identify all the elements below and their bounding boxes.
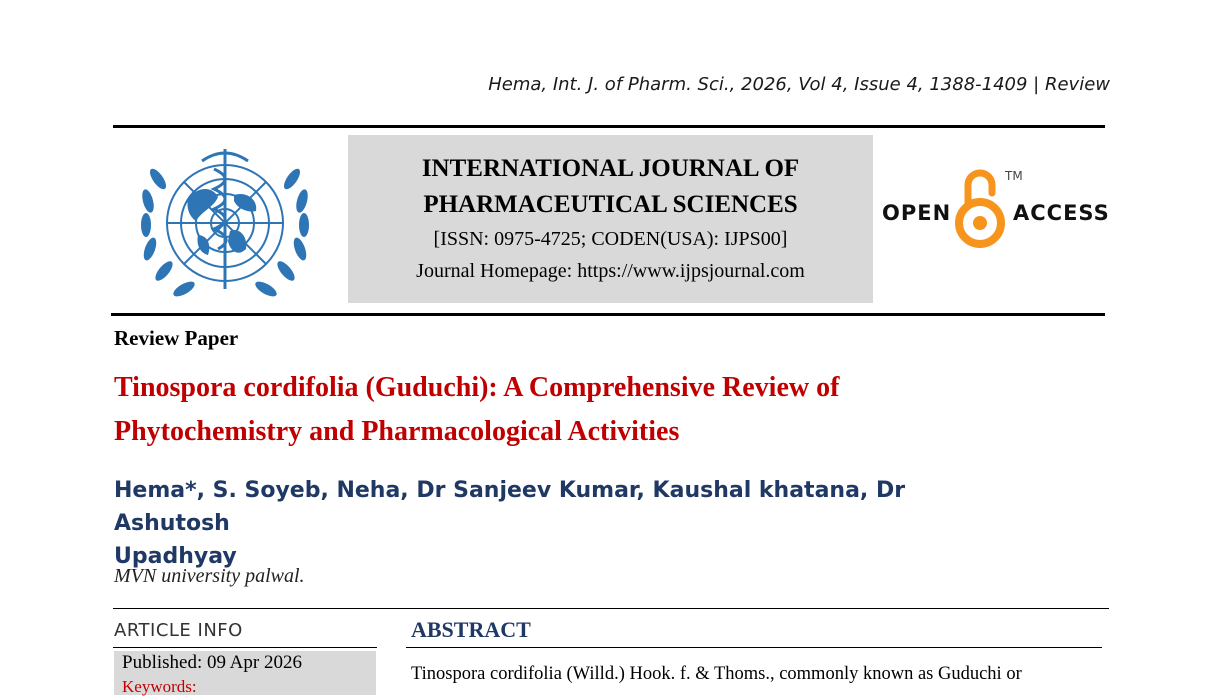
article-info-box [114,651,376,695]
journal-issn: [ISSN: 0975-4725; CODEN(USA): IJPS00] [433,228,788,250]
abstract-underline [406,647,1102,648]
author-list [114,474,1014,573]
citation-header: Hema, Int. J. of Pharm. Sci., 2026, Vol 4, Issue 4, 1388-1409 | Review [488,74,1110,95]
header-top-rule [113,125,1105,128]
open-access-word-access: ACCESS [1013,201,1110,225]
header-bottom-rule [111,313,1105,316]
authors-line-2: Upadhyay [114,544,237,569]
title-line-1: Tinospora cordifolia (Guduchi): A Comprehensive Review of [114,372,840,403]
article-title [114,366,1014,454]
journal-banner [348,135,873,303]
keywords-label: Keywords: [122,677,197,696]
published-date: Published: 09 Apr 2026 [122,652,302,673]
affiliation: MVN university palwal. [114,565,305,587]
trademark-mark: TM [1005,169,1023,183]
open-access-logo [880,163,1110,253]
journal-name-line1: INTERNATIONAL JOURNAL OF [421,155,800,182]
un-emblem-logo [126,139,324,307]
open-access-word-open: OPEN [882,201,952,225]
paper-type-label: Review Paper [114,326,239,350]
journal-name [348,151,873,223]
article-info-underline [113,647,377,648]
title-line-2: Phytochemistry and Pharmacological Activities [114,416,680,447]
abstract-text: Tinospora cordifolia (Willd.) Hook. f. & Thoms., commonly known as Guduchi or [411,664,1022,684]
open-lock-icon [954,163,1006,253]
section-divider [113,608,1109,609]
abstract-heading: ABSTRACT [411,617,531,642]
article-info-heading: ARTICLE INFO [114,620,243,641]
journal-name-line2: PHARMACEUTICAL SCIENCES [423,191,798,218]
authors-line-1: Hema*, S. Soyeb, Neha, Dr Sanjeev Kumar, Kaushal khatana, Dr Ashutosh [114,478,906,536]
journal-homepage-link[interactable]: Journal Homepage: https://www.ijpsjournal.com [416,260,805,282]
